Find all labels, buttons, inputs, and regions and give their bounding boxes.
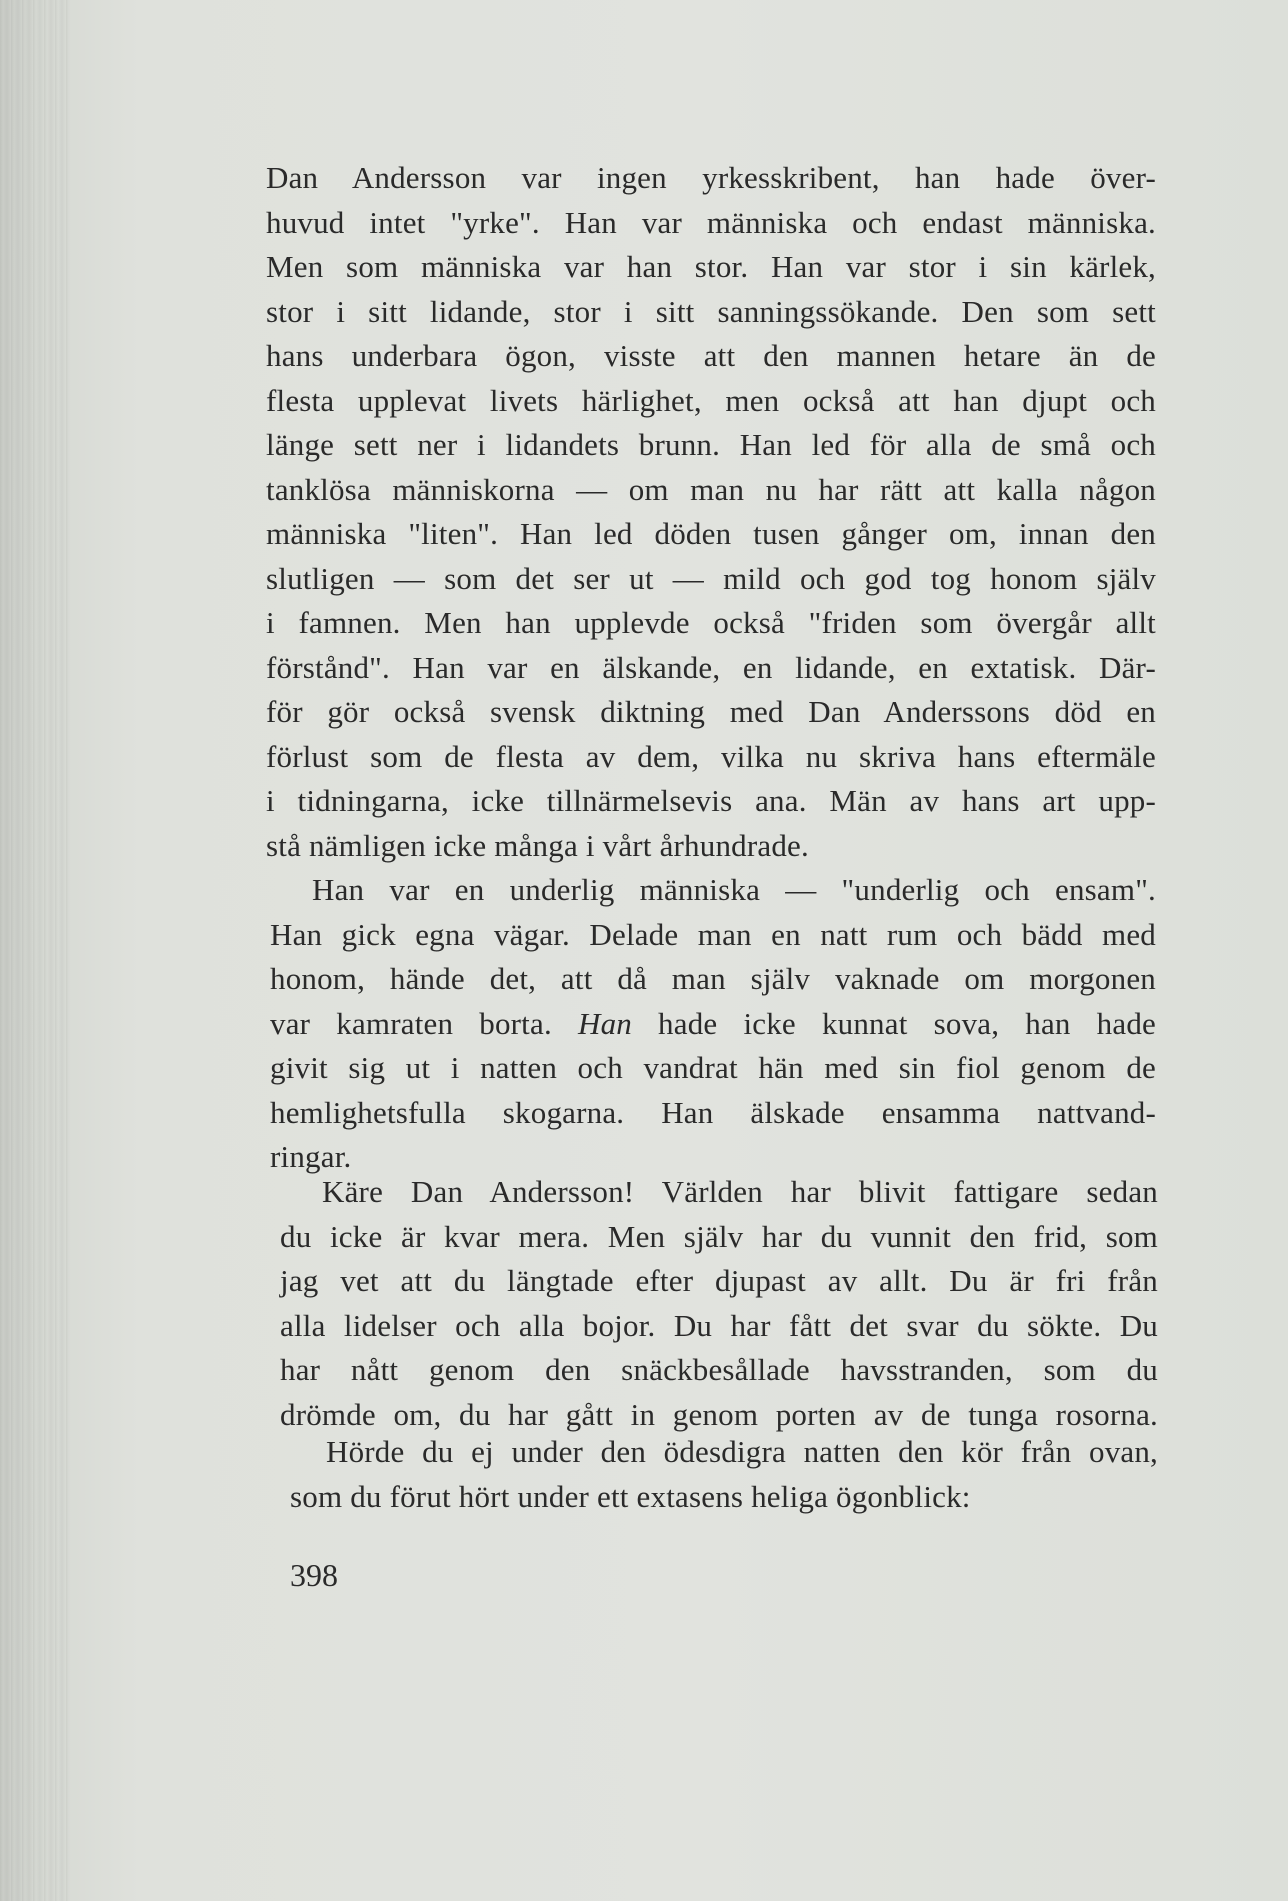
- text-line: människa "liten". Han led döden tusen gånger om, innan den: [266, 516, 1156, 551]
- text-line: Hörde du ej under den ödesdigra natten den kör från ovan,: [326, 1434, 1158, 1469]
- text-line: Käre Dan Andersson! Världen har blivit fattigare sedan: [322, 1174, 1158, 1209]
- text-line: givit sig ut i natten och vandrat hän med sin fiol genom de: [270, 1050, 1156, 1085]
- text-line: Dan Andersson var ingen yrkesskribent, han hade över-: [266, 160, 1156, 195]
- text-line: förstånd". Han var en älskande, en lidande, en extatisk. Där-: [266, 649, 1156, 685]
- text-line: förlust som de flesta av dem, vilka nu skriva hans eftermäle: [266, 738, 1156, 774]
- text-line: alla lidelser och alla bojor. Du har fått det svar du sökte. Du: [280, 1307, 1158, 1343]
- text-line: du icke är kvar mera. Men själv har du vunnit den frid, som: [280, 1218, 1158, 1254]
- text-line: för gör också svensk diktning med Dan Anderssons död en: [266, 694, 1156, 729]
- paragraph-2: [270, 868, 1156, 1180]
- text-line: Han gick egna vägar. Delade man en natt rum och bädd med: [270, 916, 1156, 952]
- paragraph-3: [280, 1170, 1158, 1437]
- page-gutter-shadow: [0, 0, 70, 1901]
- text-line: i famnen. Men han upplevde också "friden som övergår allt: [266, 605, 1156, 640]
- page-number: 398: [290, 1557, 338, 1593]
- text-line: hans underbara ögon, visste att den mannen hetare än de: [266, 338, 1156, 373]
- text-line: tanklösa människorna — om man nu har rätt att kalla någon: [266, 471, 1156, 507]
- text-line: slutligen — som det ser ut — mild och god tog honom själv: [266, 560, 1156, 596]
- text-line: hemlighetsfulla skogarna. Han älskade ensamma nattvand-: [270, 1094, 1156, 1130]
- text-line: var kamraten borta. Han hade icke kunnat sova, han hade: [270, 1005, 1156, 1041]
- text-line: jag vet att du längtade efter djupast av allt. Du är fri från: [280, 1263, 1158, 1298]
- text-line: i tidningarna, icke tillnärmelsevis ana. Män av hans art upp-: [266, 783, 1156, 818]
- text-line: stor i sitt lidande, stor i sitt sanningssökande. Den som sett: [266, 293, 1156, 329]
- text-line: honom, hände det, att då man själv vaknade om morgonen: [270, 961, 1156, 996]
- text-line: har nått genom den snäckbesållade havsstranden, som du: [280, 1352, 1158, 1387]
- text-line: stå nämligen icke många i vårt århundrade.: [266, 827, 809, 863]
- text-line: som du förut hört under ett extasens heliga ögonblick:: [290, 1478, 971, 1514]
- text-line: huvud intet "yrke". Han var människa och endast människa.: [266, 204, 1156, 240]
- text-line: flesta upplevat livets härlighet, men också att han djupt och: [266, 382, 1156, 418]
- paragraph-4: [290, 1430, 1158, 1519]
- text-line: Han var en underlig människa — "underlig och ensam".: [312, 872, 1156, 907]
- text-line: Men som människa var han stor. Han var stor i sin kärlek,: [266, 249, 1156, 284]
- text-line: länge sett ner i lidandets brunn. Han led för alla de små och: [266, 427, 1156, 462]
- text-line: ringar.: [270, 1139, 352, 1174]
- paragraph-1: [266, 156, 1156, 868]
- emphasized-word: Han: [577, 1005, 632, 1041]
- text-line: drömde om, du har gått in genom porten av de tunga rosorna.: [280, 1396, 1158, 1432]
